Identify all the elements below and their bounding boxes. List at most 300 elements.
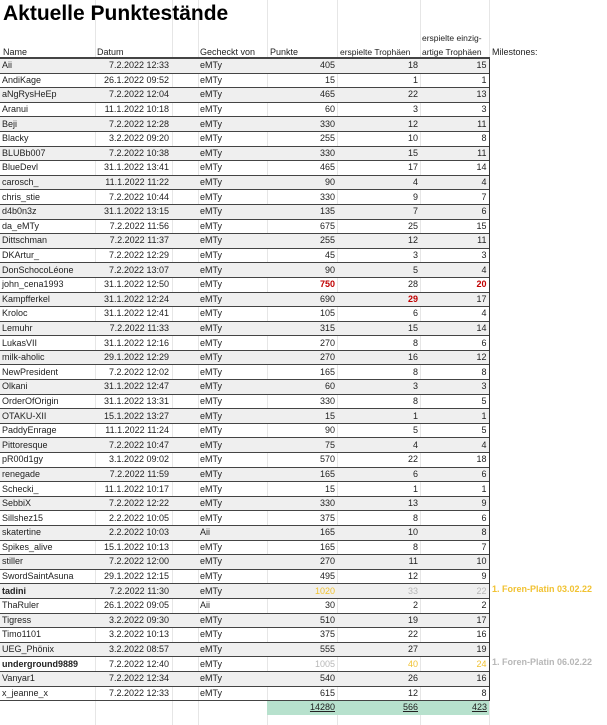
cell-trophaeen[interactable]: 2 [337,598,420,613]
cell-trophaeen[interactable]: 10 [337,526,420,541]
cell-einzig[interactable]: 14 [420,161,489,176]
cell-empty[interactable] [172,628,198,643]
cell-gecheckt[interactable]: eMTy [198,277,267,292]
cell-einzig[interactable]: 20 [420,277,489,292]
cell-einzig[interactable]: 6 [420,467,489,482]
cell-trophaeen[interactable]: 5 [337,263,420,278]
cell-punkte[interactable]: 330 [267,496,337,511]
cell-datum[interactable]: 31.1.2022 12:50 [95,277,172,292]
cell-empty[interactable] [172,292,198,307]
cell-gecheckt[interactable]: eMTy [198,423,267,438]
cell-empty[interactable] [172,701,198,715]
cell-empty[interactable] [172,88,198,103]
cell-name[interactable]: SebbiX [0,496,95,511]
cell-name[interactable]: underground9889 [0,657,95,672]
cell-name[interactable]: d4b0n3z [0,204,95,219]
cell-punkte[interactable]: 165 [267,365,337,380]
header-trophaeen[interactable]: erspielte Trophäen [340,47,411,57]
cell-empty[interactable] [172,117,198,132]
cell-empty[interactable] [172,321,198,336]
cell-empty[interactable] [172,686,198,701]
cell-empty[interactable] [95,701,172,715]
cell-name[interactable]: da_eMTy [0,219,95,234]
cell-einzig[interactable]: 5 [420,394,489,409]
cell-gecheckt[interactable]: eMTy [198,613,267,628]
cell-gecheckt[interactable]: eMTy [198,453,267,468]
cell-name[interactable]: ThaRuler [0,598,95,613]
cell-trophaeen[interactable]: 3 [337,248,420,263]
cell-trophaeen[interactable]: 15 [337,146,420,161]
total-trophaeen[interactable]: 566 [337,701,420,715]
cell-empty[interactable] [172,131,198,146]
cell-empty[interactable] [172,467,198,482]
cell-datum[interactable]: 7.2.2022 12:40 [95,657,172,672]
cell-empty[interactable] [172,438,198,453]
cell-punkte[interactable]: 15 [267,73,337,88]
cell-trophaeen[interactable]: 9 [337,190,420,205]
cell-einzig[interactable]: 11 [420,117,489,132]
cell-punkte[interactable]: 495 [267,569,337,584]
cell-name[interactable]: Pittoresque [0,438,95,453]
cell-gecheckt[interactable]: eMTy [198,336,267,351]
cell-einzig[interactable]: 4 [420,438,489,453]
cell-punkte[interactable]: 510 [267,613,337,628]
cell-datum[interactable]: 7.2.2022 12:33 [95,686,172,701]
cell-punkte[interactable]: 90 [267,423,337,438]
cell-empty[interactable] [172,190,198,205]
cell-trophaeen[interactable]: 28 [337,277,420,292]
cell-punkte[interactable]: 315 [267,321,337,336]
cell-datum[interactable]: 3.2.2022 09:20 [95,131,172,146]
cell-punkte[interactable]: 165 [267,526,337,541]
cell-empty[interactable] [172,219,198,234]
cell-punkte[interactable]: 690 [267,292,337,307]
cell-empty[interactable] [172,409,198,424]
cell-trophaeen[interactable]: 8 [337,540,420,555]
cell-name[interactable]: Schecki_ [0,482,95,497]
cell-gecheckt[interactable]: eMTy [198,657,267,672]
cell-empty[interactable] [172,496,198,511]
cell-punkte[interactable]: 375 [267,511,337,526]
cell-einzig[interactable]: 2 [420,598,489,613]
cell-einzig[interactable]: 8 [420,686,489,701]
cell-einzig[interactable]: 1 [420,482,489,497]
header-einzig-line1[interactable]: erspielte einzig- [422,33,482,43]
cell-einzig[interactable]: 11 [420,146,489,161]
cell-datum[interactable]: 31.1.2022 12:24 [95,292,172,307]
cell-trophaeen[interactable]: 26 [337,671,420,686]
cell-punkte[interactable]: 270 [267,555,337,570]
cell-trophaeen[interactable]: 15 [337,321,420,336]
cell-datum[interactable]: 7.2.2022 12:34 [95,671,172,686]
header-punkte[interactable]: Punkte [270,47,299,57]
cell-trophaeen[interactable]: 16 [337,350,420,365]
cell-einzig[interactable]: 6 [420,511,489,526]
cell-punkte[interactable]: 330 [267,146,337,161]
cell-gecheckt[interactable]: eMTy [198,438,267,453]
cell-name[interactable]: Aii [0,58,95,73]
cell-empty[interactable] [172,555,198,570]
cell-trophaeen[interactable]: 5 [337,423,420,438]
cell-trophaeen[interactable]: 8 [337,511,420,526]
cell-name[interactable]: DonSchocoLéone [0,263,95,278]
cell-gecheckt[interactable]: eMTy [198,540,267,555]
cell-punkte[interactable]: 465 [267,161,337,176]
cell-punkte[interactable]: 30 [267,598,337,613]
cell-punkte[interactable]: 60 [267,380,337,395]
cell-datum[interactable]: 31.1.2022 12:16 [95,336,172,351]
cell-datum[interactable]: 7.2.2022 10:38 [95,146,172,161]
cell-gecheckt[interactable]: eMTy [198,248,267,263]
cell-empty[interactable] [172,277,198,292]
cell-datum[interactable]: 15.1.2022 13:27 [95,409,172,424]
cell-gecheckt[interactable]: eMTy [198,569,267,584]
cell-empty[interactable] [172,423,198,438]
cell-punkte[interactable]: 75 [267,438,337,453]
cell-einzig[interactable]: 4 [420,307,489,322]
cell-punkte[interactable]: 15 [267,409,337,424]
cell-datum[interactable]: 2.2.2022 10:05 [95,511,172,526]
cell-einzig[interactable]: 17 [420,613,489,628]
cell-gecheckt[interactable]: eMTy [198,409,267,424]
cell-einzig[interactable]: 15 [420,58,489,73]
cell-gecheckt[interactable]: eMTy [198,671,267,686]
cell-empty[interactable] [172,248,198,263]
cell-name[interactable]: renegade [0,467,95,482]
cell-empty[interactable] [0,701,95,715]
cell-gecheckt[interactable]: eMTy [198,380,267,395]
cell-datum[interactable]: 31.1.2022 12:41 [95,307,172,322]
cell-empty[interactable] [172,336,198,351]
cell-trophaeen[interactable]: 11 [337,555,420,570]
cell-einzig[interactable]: 3 [420,248,489,263]
cell-name[interactable]: AndiKage [0,73,95,88]
cell-trophaeen[interactable]: 6 [337,467,420,482]
cell-empty[interactable] [172,540,198,555]
cell-einzig[interactable]: 6 [420,204,489,219]
cell-einzig[interactable]: 3 [420,102,489,117]
cell-gecheckt[interactable]: eMTy [198,88,267,103]
cell-name[interactable]: UEG_Phönix [0,642,95,657]
cell-datum[interactable]: 31.1.2022 12:47 [95,380,172,395]
cell-punkte[interactable]: 105 [267,307,337,322]
cell-empty[interactable] [172,263,198,278]
total-punkte[interactable]: 14280 [267,701,337,715]
cell-datum[interactable]: 15.1.2022 10:13 [95,540,172,555]
cell-name[interactable]: OTAKU-XII [0,409,95,424]
cell-punkte[interactable]: 330 [267,394,337,409]
cell-trophaeen[interactable]: 27 [337,642,420,657]
cell-trophaeen[interactable]: 8 [337,394,420,409]
cell-datum[interactable]: 26.1.2022 09:05 [95,598,172,613]
cell-einzig[interactable]: 7 [420,540,489,555]
header-name[interactable]: Name [3,47,28,57]
cell-einzig[interactable]: 7 [420,190,489,205]
cell-gecheckt[interactable]: eMTy [198,467,267,482]
cell-punkte[interactable]: 750 [267,277,337,292]
cell-name[interactable]: Aranui [0,102,95,117]
cell-empty[interactable] [172,453,198,468]
cell-name[interactable]: Olkani [0,380,95,395]
cell-einzig[interactable]: 15 [420,219,489,234]
cell-punkte[interactable]: 675 [267,219,337,234]
cell-datum[interactable]: 11.1.2022 11:24 [95,423,172,438]
cell-name[interactable]: chris_stie [0,190,95,205]
cell-name[interactable]: Beji [0,117,95,132]
cell-trophaeen[interactable]: 33 [337,584,420,599]
cell-einzig[interactable]: 22 [420,584,489,599]
cell-trophaeen[interactable]: 18 [337,58,420,73]
cell-trophaeen[interactable]: 4 [337,175,420,190]
cell-datum[interactable]: 7.2.2022 11:59 [95,467,172,482]
cell-trophaeen[interactable]: 7 [337,204,420,219]
cell-gecheckt[interactable]: eMTy [198,204,267,219]
cell-gecheckt[interactable]: eMTy [198,146,267,161]
cell-empty[interactable] [172,511,198,526]
cell-name[interactable]: tadini [0,584,95,599]
cell-empty[interactable] [172,642,198,657]
cell-einzig[interactable]: 8 [420,365,489,380]
cell-gecheckt[interactable]: eMTy [198,117,267,132]
cell-punkte[interactable]: 270 [267,336,337,351]
cell-name[interactable]: LukasVII [0,336,95,351]
cell-trophaeen[interactable]: 12 [337,686,420,701]
cell-name[interactable]: Spikes_alive [0,540,95,555]
cell-name[interactable]: Vanyar1 [0,671,95,686]
cell-trophaeen[interactable]: 1 [337,409,420,424]
cell-trophaeen[interactable]: 19 [337,613,420,628]
cell-trophaeen[interactable]: 12 [337,569,420,584]
cell-punkte[interactable]: 135 [267,204,337,219]
cell-name[interactable]: Dittschman [0,234,95,249]
cell-trophaeen[interactable]: 4 [337,438,420,453]
cell-einzig[interactable]: 9 [420,496,489,511]
cell-punkte[interactable]: 90 [267,175,337,190]
cell-gecheckt[interactable]: Aii [198,526,267,541]
cell-trophaeen[interactable]: 22 [337,453,420,468]
cell-datum[interactable]: 7.2.2022 10:47 [95,438,172,453]
cell-datum[interactable]: 7.2.2022 13:07 [95,263,172,278]
cell-trophaeen[interactable]: 17 [337,161,420,176]
cell-gecheckt[interactable]: eMTy [198,175,267,190]
cell-einzig[interactable]: 19 [420,642,489,657]
cell-empty[interactable] [172,204,198,219]
cell-empty[interactable] [172,161,198,176]
cell-empty[interactable] [172,58,198,73]
cell-name[interactable]: Kampfferkel [0,292,95,307]
cell-empty[interactable] [172,569,198,584]
cell-punkte[interactable]: 570 [267,453,337,468]
cell-einzig[interactable]: 12 [420,350,489,365]
cell-gecheckt[interactable]: eMTy [198,234,267,249]
cell-gecheckt[interactable]: eMTy [198,628,267,643]
cell-name[interactable]: skatertine [0,526,95,541]
cell-name[interactable]: x_jeanne_x [0,686,95,701]
cell-einzig[interactable]: 8 [420,131,489,146]
cell-datum[interactable]: 7.2.2022 12:33 [95,58,172,73]
cell-name[interactable]: DKArtur_ [0,248,95,263]
cell-gecheckt[interactable]: eMTy [198,131,267,146]
cell-datum[interactable]: 11.1.2022 10:18 [95,102,172,117]
header-gecheckt[interactable]: Gecheckt von [200,47,256,57]
cell-gecheckt[interactable]: eMTy [198,321,267,336]
cell-gecheckt[interactable]: eMTy [198,350,267,365]
cell-gecheckt[interactable]: eMTy [198,584,267,599]
cell-gecheckt[interactable]: eMTy [198,496,267,511]
cell-trophaeen[interactable]: 1 [337,73,420,88]
cell-name[interactable]: aNgRysHeEp [0,88,95,103]
cell-name[interactable]: OrderOfOrigin [0,394,95,409]
cell-datum[interactable]: 11.1.2022 11:22 [95,175,172,190]
header-milestones[interactable]: Milestones: [492,47,538,57]
cell-einzig[interactable]: 3 [420,380,489,395]
cell-punkte[interactable]: 60 [267,102,337,117]
cell-punkte[interactable]: 330 [267,190,337,205]
cell-name[interactable]: john_cena1993 [0,277,95,292]
cell-empty[interactable] [172,234,198,249]
cell-punkte[interactable]: 165 [267,467,337,482]
cell-punkte[interactable]: 1020 [267,584,337,599]
cell-einzig[interactable]: 5 [420,423,489,438]
cell-einzig[interactable]: 1 [420,409,489,424]
cell-einzig[interactable]: 4 [420,263,489,278]
cell-trophaeen[interactable]: 22 [337,88,420,103]
cell-datum[interactable]: 7.2.2022 12:28 [95,117,172,132]
cell-punkte[interactable]: 15 [267,482,337,497]
cell-trophaeen[interactable]: 12 [337,117,420,132]
cell-datum[interactable]: 2.2.2022 10:03 [95,526,172,541]
cell-name[interactable]: Tigress [0,613,95,628]
cell-name[interactable]: BlueDevl [0,161,95,176]
cell-datum[interactable]: 31.1.2022 13:15 [95,204,172,219]
cell-trophaeen[interactable]: 8 [337,336,420,351]
cell-datum[interactable]: 31.1.2022 13:31 [95,394,172,409]
cell-punkte[interactable]: 375 [267,628,337,643]
cell-datum[interactable]: 3.1.2022 09:02 [95,453,172,468]
cell-gecheckt[interactable]: eMTy [198,482,267,497]
cell-einzig[interactable]: 16 [420,628,489,643]
cell-datum[interactable]: 26.1.2022 09:52 [95,73,172,88]
cell-datum[interactable]: 3.2.2022 08:57 [95,642,172,657]
cell-name[interactable]: Kroloc [0,307,95,322]
cell-punkte[interactable]: 465 [267,88,337,103]
cell-gecheckt[interactable]: eMTy [198,219,267,234]
cell-gecheckt[interactable]: eMTy [198,394,267,409]
cell-empty[interactable] [172,394,198,409]
cell-einzig[interactable]: 24 [420,657,489,672]
cell-gecheckt[interactable]: eMTy [198,73,267,88]
cell-name[interactable]: BLUBb007 [0,146,95,161]
cell-empty[interactable] [172,671,198,686]
cell-trophaeen[interactable]: 29 [337,292,420,307]
cell-gecheckt[interactable]: eMTy [198,511,267,526]
cell-empty[interactable] [172,657,198,672]
cell-einzig[interactable]: 6 [420,336,489,351]
cell-trophaeen[interactable]: 3 [337,102,420,117]
cell-trophaeen[interactable]: 22 [337,628,420,643]
cell-trophaeen[interactable]: 8 [337,365,420,380]
cell-datum[interactable]: 7.2.2022 12:29 [95,248,172,263]
cell-einzig[interactable]: 9 [420,569,489,584]
cell-gecheckt[interactable]: eMTy [198,102,267,117]
cell-datum[interactable]: 7.2.2022 11:33 [95,321,172,336]
cell-name[interactable]: milk-aholic [0,350,95,365]
header-einzig-line2[interactable]: artige Trophäen [422,47,482,57]
cell-name[interactable]: Sillshez15 [0,511,95,526]
cell-punkte[interactable]: 1005 [267,657,337,672]
cell-name[interactable]: Lemuhr [0,321,95,336]
cell-trophaeen[interactable]: 12 [337,234,420,249]
cell-einzig[interactable]: 13 [420,88,489,103]
cell-gecheckt[interactable]: eMTy [198,686,267,701]
cell-trophaeen[interactable]: 10 [337,131,420,146]
cell-einzig[interactable]: 4 [420,175,489,190]
cell-empty[interactable] [172,584,198,599]
cell-empty[interactable] [172,146,198,161]
cell-einzig[interactable]: 8 [420,526,489,541]
cell-punkte[interactable]: 90 [267,263,337,278]
cell-punkte[interactable]: 255 [267,234,337,249]
cell-empty[interactable] [172,482,198,497]
cell-name[interactable]: stiller [0,555,95,570]
cell-empty[interactable] [172,365,198,380]
cell-trophaeen[interactable]: 6 [337,307,420,322]
cell-name[interactable]: pR00d1gy [0,453,95,468]
cell-datum[interactable]: 7.2.2022 11:30 [95,584,172,599]
cell-empty[interactable] [172,380,198,395]
cell-punkte[interactable]: 330 [267,117,337,132]
cell-name[interactable]: SwordSaintAsuna [0,569,95,584]
cell-gecheckt[interactable]: eMTy [198,365,267,380]
cell-punkte[interactable]: 270 [267,350,337,365]
cell-gecheckt[interactable]: eMTy [198,642,267,657]
cell-name[interactable]: NewPresident [0,365,95,380]
cell-einzig[interactable]: 1 [420,73,489,88]
cell-empty[interactable] [172,613,198,628]
cell-gecheckt[interactable]: eMTy [198,263,267,278]
cell-datum[interactable]: 29.1.2022 12:29 [95,350,172,365]
cell-empty[interactable] [172,598,198,613]
cell-name[interactable]: PaddyEnrage [0,423,95,438]
cell-einzig[interactable]: 14 [420,321,489,336]
cell-punkte[interactable]: 405 [267,58,337,73]
cell-punkte[interactable]: 555 [267,642,337,657]
cell-einzig[interactable]: 17 [420,292,489,307]
cell-datum[interactable]: 29.1.2022 12:15 [95,569,172,584]
cell-punkte[interactable]: 165 [267,540,337,555]
cell-trophaeen[interactable]: 25 [337,219,420,234]
cell-empty[interactable] [172,73,198,88]
cell-gecheckt[interactable]: eMTy [198,161,267,176]
cell-gecheckt[interactable]: eMTy [198,555,267,570]
cell-empty[interactable] [172,175,198,190]
cell-name[interactable]: Timo1101 [0,628,95,643]
cell-einzig[interactable]: 10 [420,555,489,570]
cell-punkte[interactable]: 255 [267,131,337,146]
cell-trophaeen[interactable]: 13 [337,496,420,511]
cell-punkte[interactable]: 615 [267,686,337,701]
cell-einzig[interactable]: 11 [420,234,489,249]
cell-datum[interactable]: 7.2.2022 10:44 [95,190,172,205]
cell-gecheckt[interactable]: Aii [198,598,267,613]
cell-empty[interactable] [198,701,267,715]
cell-datum[interactable]: 7.2.2022 12:02 [95,365,172,380]
cell-gecheckt[interactable]: eMTy [198,190,267,205]
cell-empty[interactable] [172,350,198,365]
cell-empty[interactable] [172,307,198,322]
cell-datum[interactable]: 7.2.2022 11:56 [95,219,172,234]
cell-punkte[interactable]: 540 [267,671,337,686]
